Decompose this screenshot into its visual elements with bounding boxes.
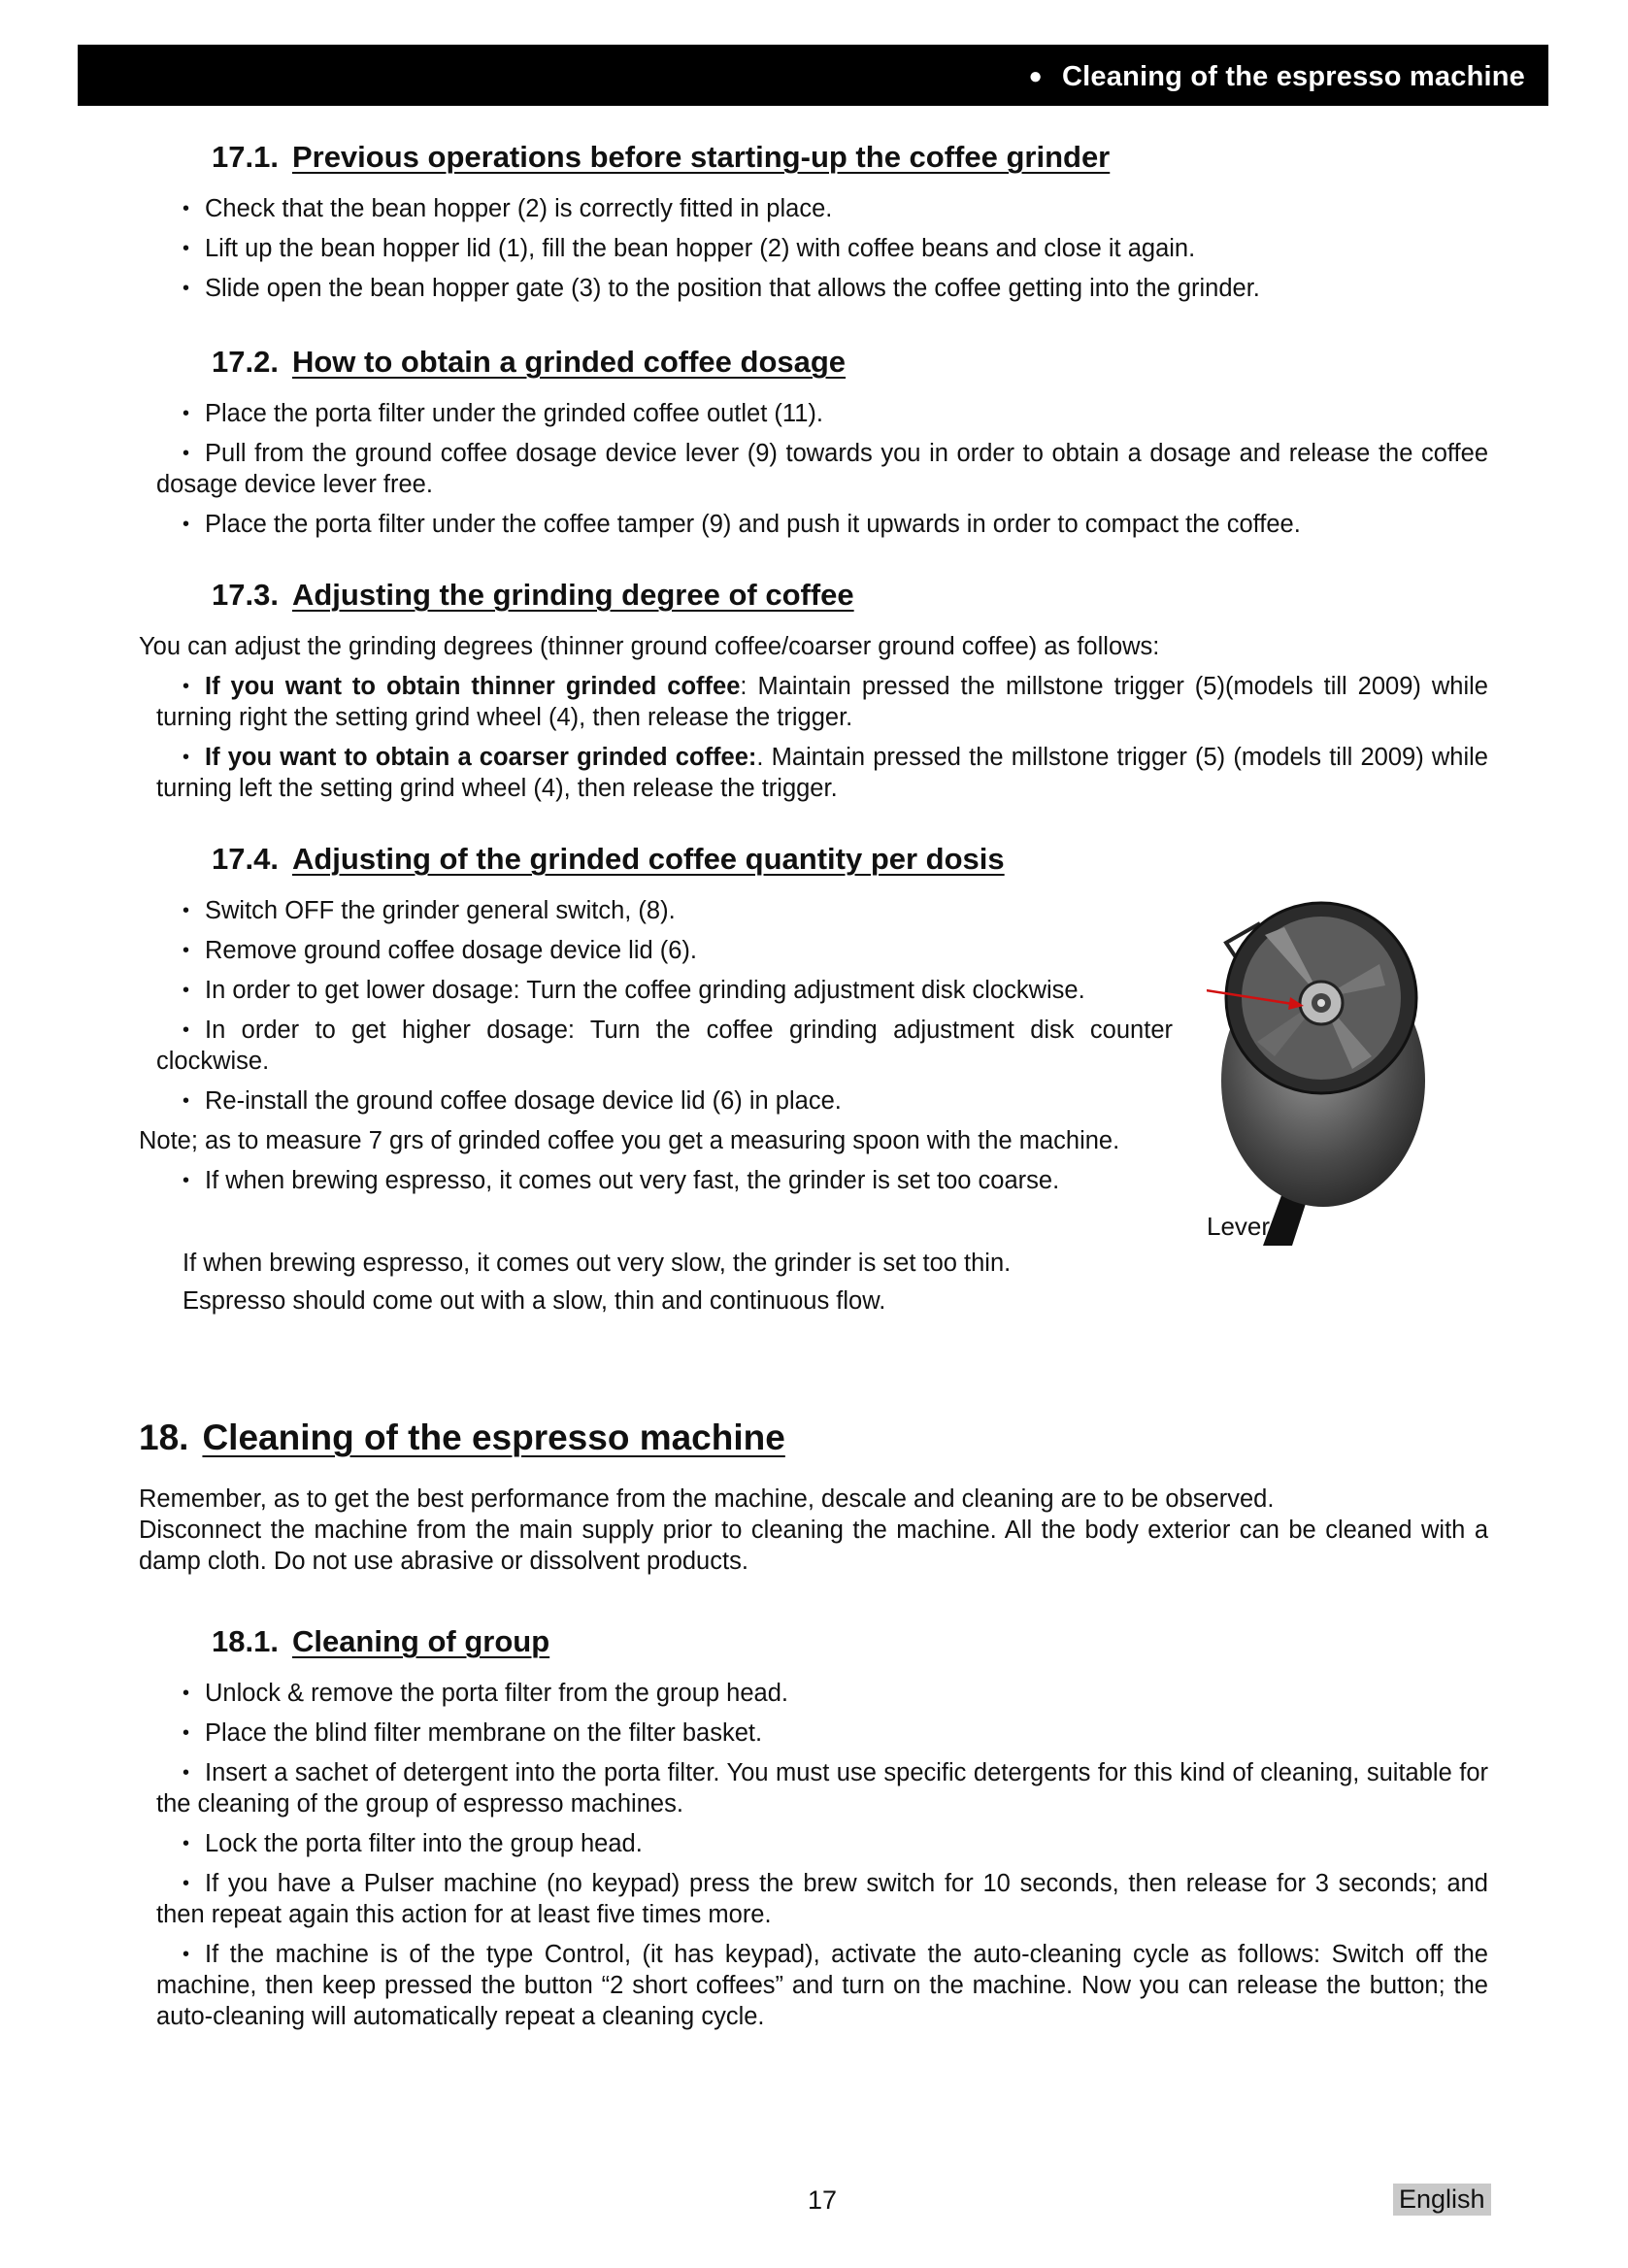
bullet-icon: • [183, 238, 190, 259]
bullet-icon: • [183, 1762, 190, 1784]
list-item: • If you want to obtain thinner grinded coffee: Maintain pressed the millstone trigger (5)(models till 2009) while turning right the setting grind wheel (4), then release the trigger. [156, 673, 1488, 731]
list-item: • Pull from the ground coffee dosage device lever (9) towards you in order to obtain a dosage and release the coffee dosage device lever free. [156, 440, 1488, 498]
bullet-icon: • [183, 514, 190, 535]
grinder-dosage-illustration [1207, 896, 1576, 1246]
section-17-3 [139, 576, 1488, 804]
chapter-intro-2: Disconnect the machine from the main supply prior to cleaning the machine. All the body exterior can be cleaned with a damp cloth. Do not use abrasive or dissolvent products. [139, 1517, 1488, 1575]
section-18 [139, 1416, 1488, 1577]
bullet-icon: • [183, 980, 190, 1001]
bullet-icon: • [183, 1090, 190, 1112]
bullet-list [139, 1165, 1173, 1196]
section-title: How to obtain a grinded coffee dosage [291, 345, 847, 379]
list-item: • Lift up the bean hopper lid (1), fill the bean hopper (2) with coffee beans and close it again. [183, 235, 1196, 262]
chapter-title: Cleaning of the espresso machine [202, 1418, 785, 1457]
bullet-icon: • [183, 676, 190, 697]
bullet-icon: • [183, 278, 190, 299]
list-item: • Re-install the ground coffee dosage device lid (6) in place. [183, 1087, 842, 1115]
section-title: Previous operations before starting-up the coffee grinder [291, 140, 1111, 174]
bullet-list [139, 895, 1173, 1117]
bullet-list [139, 671, 1488, 804]
list-item: • Unlock & remove the porta filter from the group head. [183, 1680, 788, 1707]
section-number: 17.1. [212, 140, 279, 174]
bullet-icon: • [183, 900, 190, 921]
list-item: • If the machine is of the type Control, (it has keypad), activate the auto-cleaning cycle as follows: Switch off the machine, then keep pressed the button “2 short coffees” and turn on the machine. Now you can release the button; the auto-cleaning will automatically repeat a cleaning cycle. [156, 1941, 1488, 2030]
continuous-flow-text: Espresso should come out with a slow, thin and continuous flow. [183, 1287, 886, 1315]
list-item: • Slide open the bean hopper gate (3) to the position that allows the coffee getting into the grinder. [183, 275, 1260, 302]
list-item: • Remove ground coffee dosage device lid (6). [183, 937, 697, 964]
list-item: • Check that the bean hopper (2) is correctly fitted in place. [183, 195, 833, 222]
list-item: • Switch OFF the grinder general switch, (8). [183, 897, 676, 924]
section-heading [212, 138, 1488, 177]
bullet-icon: • [183, 940, 190, 961]
lever-label: Lever [1207, 1212, 1271, 1241]
bullet-icon: • [183, 1833, 190, 1854]
bullet-list [139, 193, 1488, 304]
chapter-intro-1: Remember, as to get the best performance from the machine, descale and cleaning are to be observed. [139, 1485, 1275, 1513]
slow-flow-text: If when brewing espresso, it comes out very slow, the grinder is set too thin. [183, 1250, 1012, 1277]
section-17-2 [139, 343, 1488, 540]
bullet-icon: • [183, 1873, 190, 1894]
section-title: Adjusting of the grinded coffee quantity per dosis [291, 842, 1005, 876]
bullet-icon: • [183, 443, 190, 464]
list-item: • If you want to obtain a coarser grinded coffee:. Maintain pressed the millstone trigger (5) (models till 2009) while turning left the setting grind wheel (4), then release the trigger. [156, 744, 1488, 802]
bullet-icon: • [183, 747, 190, 768]
list-item: • In order to get lower dosage: Turn the coffee grinding adjustment disk clockwise. [183, 977, 1085, 1004]
bullet-icon: • [183, 198, 190, 219]
list-item: • Place the blind filter membrane on the filter basket. [183, 1719, 763, 1747]
section-18-1 [139, 1622, 1488, 2032]
bullet-icon: • [183, 1944, 190, 1965]
page-content [139, 138, 1488, 2041]
section-title: Adjusting the grinding degree of coffee [291, 578, 854, 612]
chapter-heading [139, 1416, 1488, 1460]
bullet-icon: • [183, 1170, 190, 1191]
section-heading [212, 840, 1488, 879]
bullet-icon: • [183, 1683, 190, 1704]
bullet-list [139, 398, 1488, 540]
language-label: English [1393, 2184, 1491, 2216]
list-item: • Insert a sachet of detergent into the porta filter. You must use specific detergents for this kind of cleaning, suitable for the cleaning of the group of espresso machines. [156, 1759, 1488, 1818]
list-item: • Place the porta filter under the coffee tamper (9) and push it upwards in order to compact the coffee. [183, 511, 1301, 538]
bullet-icon: • [183, 403, 190, 424]
list-item: • If when brewing espresso, it comes out very fast, the grinder is set too coarse. [183, 1167, 1060, 1194]
section-number: 17.2. [212, 345, 279, 379]
section-17-1 [139, 138, 1488, 304]
section-heading [212, 1622, 1488, 1661]
list-item: • Place the porta filter under the grinded coffee outlet (11). [183, 400, 823, 427]
section-title: Cleaning of group [291, 1624, 550, 1658]
section-number: 17.3. [212, 578, 279, 612]
section-number: 17.4. [212, 842, 279, 876]
header-bar [78, 45, 1548, 106]
list-item: • In order to get higher dosage: Turn the coffee grinding adjustment disk counter clockwise. [156, 1017, 1173, 1075]
section-heading [212, 343, 1488, 382]
section-intro: You can adjust the grinding degrees (thinner ground coffee/coarser ground coffee) as follows: [139, 633, 1160, 660]
page-number: 17 [808, 2185, 838, 2215]
bullet-icon: • [183, 1722, 190, 1744]
section-heading [212, 576, 1488, 615]
bullet-icon: • [183, 1019, 190, 1041]
note-text: Note; as to measure 7 grs of grinded coffee you get a measuring spoon with the machine. [139, 1127, 1120, 1154]
chapter-number: 18. [139, 1418, 189, 1457]
bullet-list [139, 1678, 1488, 2032]
section-number: 18.1. [212, 1624, 279, 1658]
list-item: • Lock the porta filter into the group head. [183, 1830, 643, 1857]
header-bullet-icon: ● [1028, 63, 1044, 89]
header-title: ● Cleaning of the espresso machine [1028, 61, 1525, 92]
list-item: • If you have a Pulser machine (no keypad) press the brew switch for 10 seconds, then release for 3 seconds; and then repeat again this action for at least five times more. [156, 1870, 1488, 1928]
section-17-4 [139, 840, 1488, 1196]
